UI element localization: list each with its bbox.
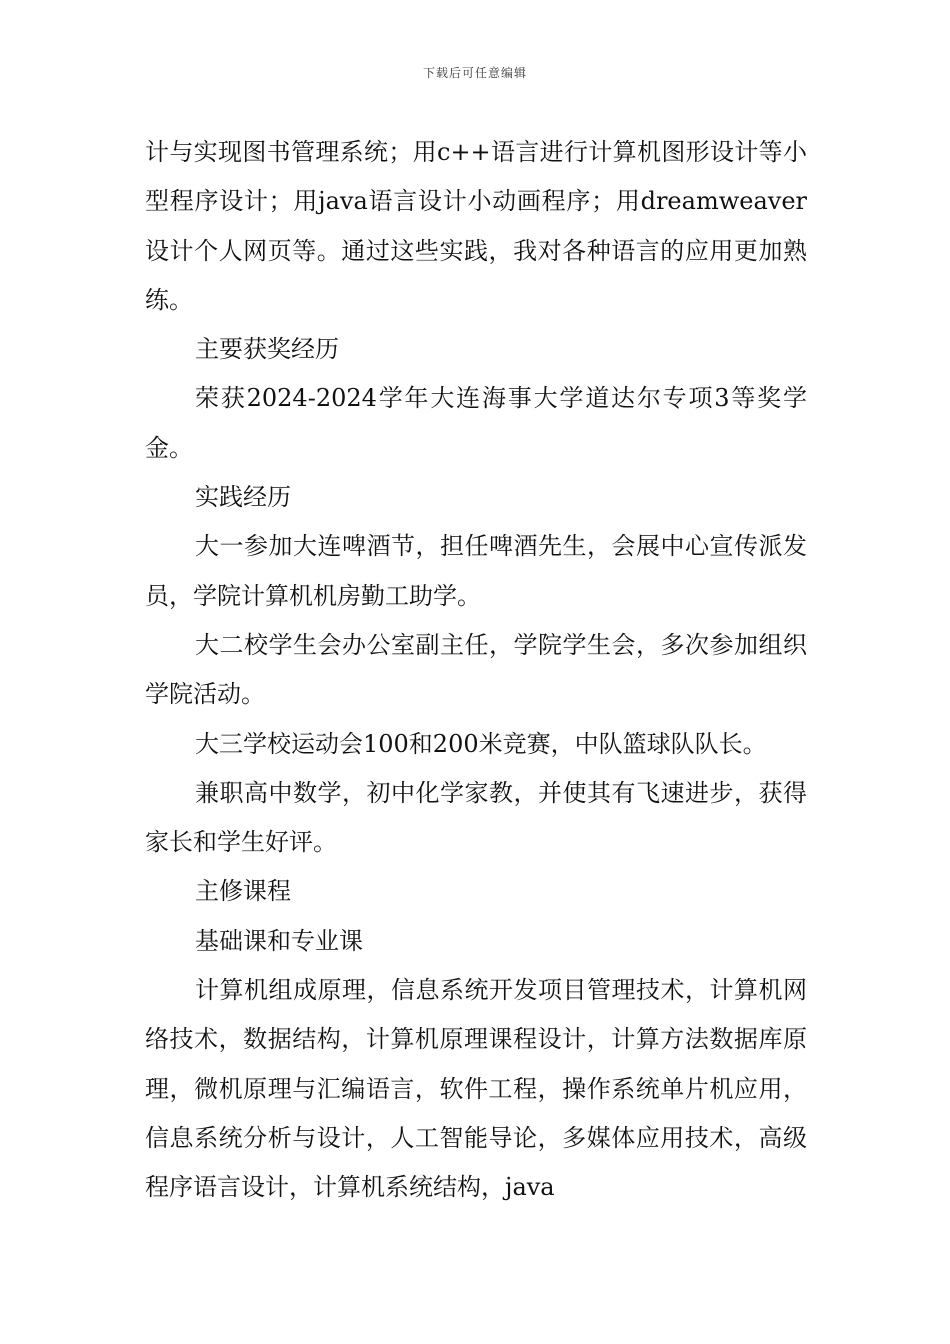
paragraph-practice-year2: 大二校学生会办公室副主任，学院学生会，多次参加组织学院活动。 xyxy=(145,630,807,709)
paragraph-practice-year1: 大一参加大连啤酒节，担任啤酒先生，会展中心宣传派发员，学院计算机机房勤工助学。 xyxy=(145,532,807,610)
paragraph-part-time: 兼职高中数学，初中化学家教，并使其有飞速进步，获得家长和学生好评。 xyxy=(145,778,807,857)
section-heading-practice: 实践经历 xyxy=(195,483,291,512)
paragraph-practice-year3: 大三学校运动会100和200米竞赛，中队篮球队队长。 xyxy=(195,729,767,758)
document-body xyxy=(145,128,807,1213)
paragraph-awards: 荣获2024-2024学年大连海事大学道达尔专项3等奖学金。 xyxy=(145,384,807,462)
subheading-core-courses: 基础课和专业课 xyxy=(195,926,363,955)
section-heading-awards: 主要获奖经历 xyxy=(195,335,339,364)
page-header: 下载后可任意编辑 xyxy=(422,66,527,80)
section-heading-courses: 主修课程 xyxy=(195,877,291,906)
paragraph-course-list: 计算机组成原理，信息系统开发项目管理技术，计算机网络技术，数据结构，计算机原理课程设计，计算方法数据库原理，微机原理与汇编语言，软件工程，操作系统单片机应用，信息系统分析与设计，人工智能导论，多媒体应用技术，高级程序语言设计，计算机系统结构，java xyxy=(145,976,807,1202)
paragraph-projects: 计与实现图书管理系统；用c++语言进行计算机图形设计等小型程序设计；用java语言设计小动画程序；用dreamweaver设计个人网页等。通过这些实践，我对各种语言的应用更加熟练。 xyxy=(145,138,807,314)
